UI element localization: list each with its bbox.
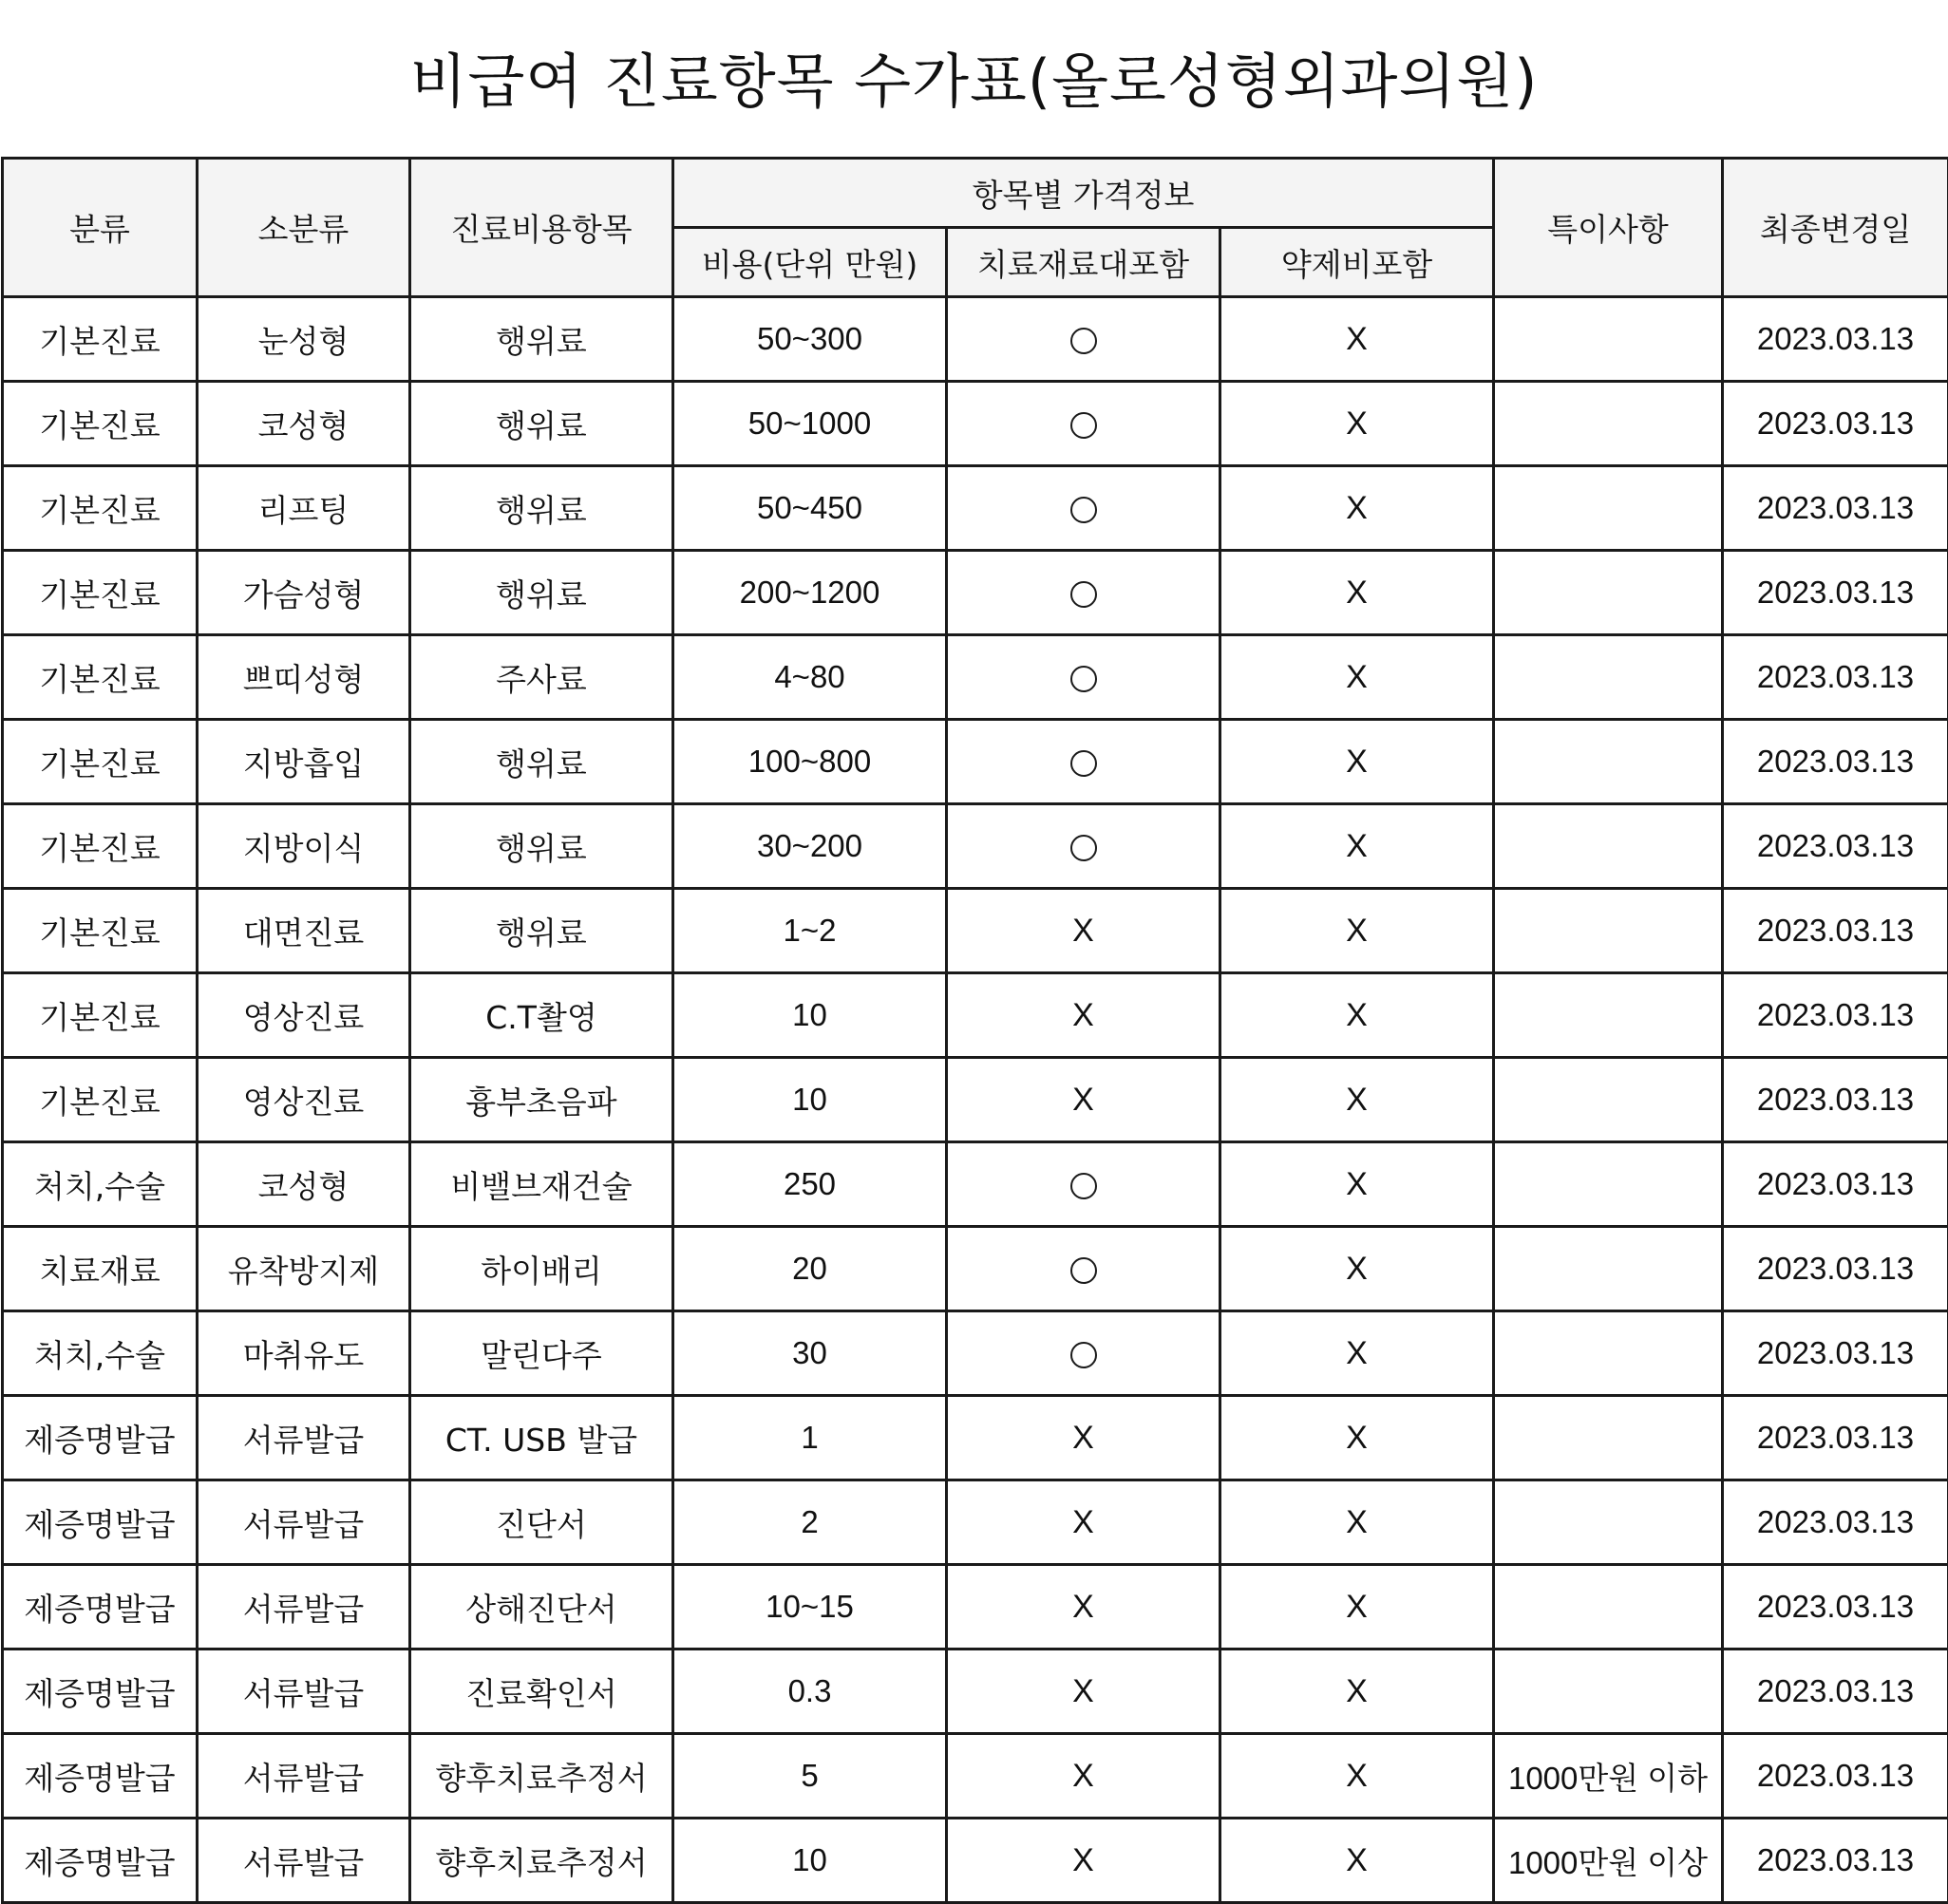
cell-material-included [947, 1396, 1220, 1480]
cell-drug-included [1220, 1142, 1494, 1227]
table-row [3, 720, 1948, 804]
table-row [3, 889, 1948, 973]
cell-notes [1494, 973, 1723, 1058]
cell-material-included [947, 1227, 1220, 1311]
x-mark: X [1072, 1758, 1094, 1794]
circle-mark-icon [1070, 412, 1097, 439]
x-mark: X [1346, 1842, 1368, 1878]
cell-notes [1494, 804, 1723, 889]
x-mark: X [1346, 913, 1368, 949]
cell-last-modified: 2023.03.13 [1723, 804, 1948, 889]
cell-material-included [947, 889, 1220, 973]
cell-notes [1494, 297, 1723, 382]
cell-notes: 1000만원 이상 [1494, 1819, 1723, 1903]
header-category: 분류 [3, 159, 198, 297]
cell-cost: 200~1200 [673, 551, 947, 635]
cell-item: C.T촬영 [410, 973, 673, 1058]
cell-material-included [947, 1565, 1220, 1650]
x-mark: X [1072, 1504, 1094, 1540]
cell-drug-included [1220, 804, 1494, 889]
cell-cost: 1~2 [673, 889, 947, 973]
cell-category: 기본진료 [3, 297, 198, 382]
circle-mark-icon [1070, 1342, 1097, 1368]
header-price-info: 항목별 가격정보 [673, 159, 1494, 228]
cell-subcategory: 대면진료 [198, 889, 410, 973]
cell-material-included [947, 1734, 1220, 1819]
cell-item: 상해진단서 [410, 1565, 673, 1650]
cell-last-modified: 2023.03.13 [1723, 1058, 1948, 1142]
x-mark: X [1072, 1589, 1094, 1625]
cell-category: 처치,수술 [3, 1142, 198, 1227]
cell-notes [1494, 466, 1723, 551]
table-row [3, 973, 1948, 1058]
circle-mark-icon [1070, 497, 1097, 523]
cell-material-included [947, 1819, 1220, 1903]
circle-mark-icon [1070, 750, 1097, 777]
x-mark: X [1346, 659, 1368, 695]
cell-subcategory: 서류발급 [198, 1650, 410, 1734]
cell-category: 제증명발급 [3, 1819, 198, 1903]
x-mark: X [1346, 490, 1368, 526]
cell-material-included [947, 1142, 1220, 1227]
cell-item: 행위료 [410, 297, 673, 382]
cell-category: 기본진료 [3, 382, 198, 466]
cell-material-included [947, 973, 1220, 1058]
cell-item: 행위료 [410, 889, 673, 973]
cell-last-modified: 2023.03.13 [1723, 382, 1948, 466]
cell-last-modified: 2023.03.13 [1723, 1480, 1948, 1565]
cell-drug-included [1220, 1565, 1494, 1650]
cell-last-modified: 2023.03.13 [1723, 1734, 1948, 1819]
table-row [3, 297, 1948, 382]
cell-item: CT. USB 발급 [410, 1396, 673, 1480]
x-mark: X [1346, 1335, 1368, 1371]
cell-notes [1494, 889, 1723, 973]
page-title: 비급여 진료항목 수가표(올로성형외과의원) [0, 36, 1948, 127]
cell-notes [1494, 1058, 1723, 1142]
cell-material-included [947, 720, 1220, 804]
cell-drug-included [1220, 1480, 1494, 1565]
cell-last-modified: 2023.03.13 [1723, 1650, 1948, 1734]
cell-notes [1494, 1227, 1723, 1311]
cell-item: 향후치료추정서 [410, 1734, 673, 1819]
x-mark: X [1346, 997, 1368, 1033]
cell-cost: 30~200 [673, 804, 947, 889]
header-last-modified: 최종변경일 [1723, 159, 1948, 297]
cell-item: 행위료 [410, 804, 673, 889]
table-row [3, 1058, 1948, 1142]
x-mark: X [1072, 1082, 1094, 1118]
cell-material-included [947, 382, 1220, 466]
cell-subcategory: 영상진료 [198, 1058, 410, 1142]
table-row [3, 1311, 1948, 1396]
cell-category: 제증명발급 [3, 1565, 198, 1650]
cell-item: 진단서 [410, 1480, 673, 1565]
fee-table [1, 157, 1948, 1904]
cell-item: 주사료 [410, 635, 673, 720]
table-row [3, 1480, 1948, 1565]
cell-cost: 100~800 [673, 720, 947, 804]
cell-category: 처치,수술 [3, 1311, 198, 1396]
circle-mark-icon [1070, 666, 1097, 692]
cell-item: 행위료 [410, 382, 673, 466]
x-mark: X [1346, 1673, 1368, 1709]
x-mark: X [1346, 1589, 1368, 1625]
cell-subcategory: 쁘띠성형 [198, 635, 410, 720]
table-row [3, 1650, 1948, 1734]
cell-item: 말린다주 [410, 1311, 673, 1396]
cell-last-modified: 2023.03.13 [1723, 1311, 1948, 1396]
cell-category: 기본진료 [3, 973, 198, 1058]
cell-last-modified: 2023.03.13 [1723, 635, 1948, 720]
cell-notes [1494, 1480, 1723, 1565]
cell-last-modified: 2023.03.13 [1723, 720, 1948, 804]
circle-mark-icon [1070, 328, 1097, 354]
cell-notes [1494, 1311, 1723, 1396]
cell-category: 기본진료 [3, 889, 198, 973]
cell-last-modified: 2023.03.13 [1723, 973, 1948, 1058]
cell-cost: 250 [673, 1142, 947, 1227]
cell-item: 흉부초음파 [410, 1058, 673, 1142]
header-item: 진료비용항목 [410, 159, 673, 297]
cell-notes [1494, 1565, 1723, 1650]
table-row [3, 466, 1948, 551]
cell-cost: 5 [673, 1734, 947, 1819]
header-cost: 비용(단위 만원) [673, 228, 947, 297]
cell-material-included [947, 1650, 1220, 1734]
cell-material-included [947, 1058, 1220, 1142]
cell-notes [1494, 720, 1723, 804]
x-mark: X [1072, 913, 1094, 949]
header-material-included: 치료재료대포함 [947, 228, 1220, 297]
cell-notes [1494, 1142, 1723, 1227]
cell-drug-included [1220, 720, 1494, 804]
cell-drug-included [1220, 889, 1494, 973]
x-mark: X [1346, 1504, 1368, 1540]
cell-subcategory: 서류발급 [198, 1480, 410, 1565]
cell-cost: 20 [673, 1227, 947, 1311]
cell-category: 제증명발급 [3, 1396, 198, 1480]
table-row [3, 1734, 1948, 1819]
cell-material-included [947, 1311, 1220, 1396]
x-mark: X [1346, 1758, 1368, 1794]
circle-mark-icon [1070, 1173, 1097, 1199]
cell-last-modified: 2023.03.13 [1723, 1396, 1948, 1480]
cell-subcategory: 코성형 [198, 382, 410, 466]
cell-last-modified: 2023.03.13 [1723, 297, 1948, 382]
x-mark: X [1346, 1166, 1368, 1202]
cell-cost: 10 [673, 1819, 947, 1903]
table-row [3, 1396, 1948, 1480]
cell-material-included [947, 804, 1220, 889]
cell-cost: 50~450 [673, 466, 947, 551]
cell-category: 기본진료 [3, 1058, 198, 1142]
cell-category: 기본진료 [3, 720, 198, 804]
cell-subcategory: 영상진료 [198, 973, 410, 1058]
cell-notes [1494, 551, 1723, 635]
table-row [3, 551, 1948, 635]
x-mark: X [1346, 575, 1368, 611]
x-mark: X [1072, 1842, 1094, 1878]
cell-category: 기본진료 [3, 804, 198, 889]
cell-subcategory: 서류발급 [198, 1734, 410, 1819]
cell-item: 행위료 [410, 720, 673, 804]
cell-subcategory: 서류발급 [198, 1396, 410, 1480]
cell-last-modified: 2023.03.13 [1723, 1819, 1948, 1903]
cell-category: 기본진료 [3, 466, 198, 551]
cell-subcategory: 가슴성형 [198, 551, 410, 635]
cell-cost: 50~1000 [673, 382, 947, 466]
cell-last-modified: 2023.03.13 [1723, 1565, 1948, 1650]
header-subcategory: 소분류 [198, 159, 410, 297]
cell-category: 제증명발급 [3, 1480, 198, 1565]
cell-notes [1494, 1650, 1723, 1734]
table-row [3, 635, 1948, 720]
cell-cost: 1 [673, 1396, 947, 1480]
x-mark: X [1346, 828, 1368, 864]
cell-material-included [947, 635, 1220, 720]
x-mark: X [1346, 1082, 1368, 1118]
cell-last-modified: 2023.03.13 [1723, 1227, 1948, 1311]
table-row [3, 1565, 1948, 1650]
x-mark: X [1346, 321, 1368, 357]
cell-material-included [947, 1480, 1220, 1565]
cell-subcategory: 마취유도 [198, 1311, 410, 1396]
cell-notes [1494, 635, 1723, 720]
circle-mark-icon [1070, 1257, 1097, 1284]
cell-category: 치료재료 [3, 1227, 198, 1311]
x-mark: X [1072, 1420, 1094, 1456]
cell-drug-included [1220, 1227, 1494, 1311]
cell-last-modified: 2023.03.13 [1723, 466, 1948, 551]
cell-last-modified: 2023.03.13 [1723, 1142, 1948, 1227]
cell-item: 행위료 [410, 466, 673, 551]
cell-item: 행위료 [410, 551, 673, 635]
cell-drug-included [1220, 466, 1494, 551]
cell-cost: 2 [673, 1480, 947, 1565]
cell-subcategory: 리프팅 [198, 466, 410, 551]
cell-drug-included [1220, 635, 1494, 720]
cell-cost: 0.3 [673, 1650, 947, 1734]
cell-drug-included [1220, 1650, 1494, 1734]
x-mark: X [1346, 1420, 1368, 1456]
cell-item: 향후치료추정서 [410, 1819, 673, 1903]
cell-cost: 4~80 [673, 635, 947, 720]
cell-cost: 10~15 [673, 1565, 947, 1650]
table-row [3, 1819, 1948, 1903]
cell-cost: 30 [673, 1311, 947, 1396]
cell-subcategory: 코성형 [198, 1142, 410, 1227]
cell-drug-included [1220, 1819, 1494, 1903]
table-row [3, 804, 1948, 889]
cell-subcategory: 지방흡입 [198, 720, 410, 804]
cell-drug-included [1220, 973, 1494, 1058]
cell-item: 하이배리 [410, 1227, 673, 1311]
cell-drug-included [1220, 1311, 1494, 1396]
x-mark: X [1072, 1673, 1094, 1709]
cell-subcategory: 유착방지제 [198, 1227, 410, 1311]
header-drug-included: 약제비포함 [1220, 228, 1494, 297]
x-mark: X [1346, 744, 1368, 780]
cell-drug-included [1220, 1396, 1494, 1480]
cell-drug-included [1220, 551, 1494, 635]
table-row [3, 1142, 1948, 1227]
cell-item: 비밸브재건술 [410, 1142, 673, 1227]
cell-drug-included [1220, 297, 1494, 382]
cell-subcategory: 서류발급 [198, 1819, 410, 1903]
circle-mark-icon [1070, 835, 1097, 861]
cell-category: 기본진료 [3, 551, 198, 635]
cell-material-included [947, 297, 1220, 382]
cell-last-modified: 2023.03.13 [1723, 551, 1948, 635]
cell-notes [1494, 382, 1723, 466]
cell-drug-included [1220, 382, 1494, 466]
cell-category: 기본진료 [3, 635, 198, 720]
cell-last-modified: 2023.03.13 [1723, 889, 1948, 973]
cell-subcategory: 지방이식 [198, 804, 410, 889]
cell-subcategory: 눈성형 [198, 297, 410, 382]
cell-cost: 10 [673, 1058, 947, 1142]
x-mark: X [1346, 405, 1368, 442]
table-body [3, 297, 1948, 1903]
table-row [3, 1227, 1948, 1311]
cell-category: 제증명발급 [3, 1650, 198, 1734]
header-notes: 특이사항 [1494, 159, 1723, 297]
table-header [3, 159, 1948, 297]
cell-subcategory: 서류발급 [198, 1565, 410, 1650]
cell-category: 제증명발급 [3, 1734, 198, 1819]
x-mark: X [1346, 1251, 1368, 1287]
cell-material-included [947, 551, 1220, 635]
circle-mark-icon [1070, 581, 1097, 608]
cell-cost: 10 [673, 973, 947, 1058]
cell-drug-included [1220, 1058, 1494, 1142]
table-row [3, 382, 1948, 466]
cell-notes [1494, 1396, 1723, 1480]
cell-material-included [947, 466, 1220, 551]
cell-cost: 50~300 [673, 297, 947, 382]
cell-drug-included [1220, 1734, 1494, 1819]
cell-item: 진료확인서 [410, 1650, 673, 1734]
x-mark: X [1072, 997, 1094, 1033]
cell-notes: 1000만원 이하 [1494, 1734, 1723, 1819]
